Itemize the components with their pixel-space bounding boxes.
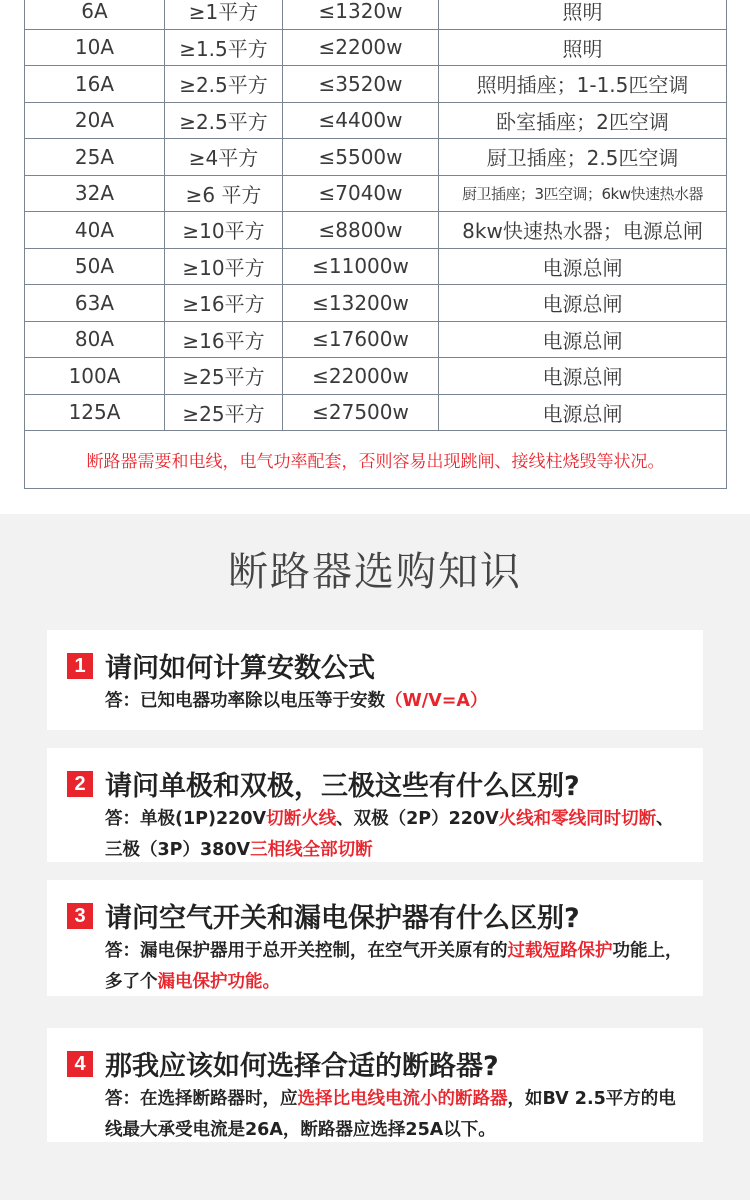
wire-size-cell: ≥2.5平方 — [165, 102, 283, 139]
current-cell: 100A — [25, 358, 165, 395]
answer-segment: 答：漏电保护器用于总开关控制，在空气开关原有的 — [105, 941, 508, 961]
qa-card-2 — [47, 748, 703, 862]
section-title: 断路器选购知识 — [228, 549, 522, 595]
answer-segment: 、三极（3P）380V — [105, 809, 674, 860]
answer-segment: 答：单极(1P)220V — [105, 809, 267, 829]
table-row — [25, 248, 727, 285]
question-number-badge: 1 — [67, 653, 93, 679]
table-row — [25, 321, 727, 358]
power-cell: ≤17600w — [283, 321, 439, 358]
current-cell: 25A — [25, 139, 165, 176]
usage-cell: 电源总闸 — [439, 358, 727, 395]
usage-cell: 电源总闸 — [439, 321, 727, 358]
current-cell: 125A — [25, 394, 165, 431]
wire-size-cell: ≥10平方 — [165, 248, 283, 285]
usage-cell: 厨卫插座；3匹空调；6kw快速热水器 — [439, 175, 727, 212]
usage-cell: 照明 — [439, 29, 727, 66]
table-row — [25, 358, 727, 395]
current-cell: 6A — [25, 0, 165, 29]
question-row — [67, 896, 580, 935]
power-cell: ≤5500w — [283, 139, 439, 176]
wire-size-cell: ≥16平方 — [165, 285, 283, 322]
question-number-badge: 2 — [67, 771, 93, 797]
table-note: 断路器需要和电线，电气功率配套，否则容易出现跳闸、接线柱烧毁等状况。 — [25, 431, 727, 489]
power-cell: ≤3520w — [283, 66, 439, 103]
table-row — [25, 285, 727, 322]
question-row — [67, 764, 580, 803]
answer-text — [105, 1084, 685, 1146]
table-row — [25, 394, 727, 431]
current-cell: 80A — [25, 321, 165, 358]
current-cell: 20A — [25, 102, 165, 139]
answer-text — [105, 804, 685, 866]
current-cell: 10A — [25, 29, 165, 66]
answer-segment: ，如BV 2.5平方的电线最大承受电流是26A，断路器应选择25A以下。 — [105, 1089, 676, 1140]
answer-text — [105, 686, 685, 717]
usage-cell: 8kw快速热水器；电源总闸 — [439, 212, 727, 249]
answer-highlight: 过载短路保护 — [507, 941, 613, 961]
qa-card-4 — [47, 1028, 703, 1142]
answer-segment: 答：在选择断路器时，应 — [105, 1089, 298, 1109]
wire-size-cell: ≥4平方 — [165, 139, 283, 176]
answer-segment: 、双极（2P）220V — [336, 809, 499, 829]
current-cell: 16A — [25, 66, 165, 103]
table-row — [25, 212, 727, 249]
power-cell: ≤22000w — [283, 358, 439, 395]
power-cell: ≤13200w — [283, 285, 439, 322]
power-cell: ≤7040w — [283, 175, 439, 212]
usage-cell: 电源总闸 — [439, 285, 727, 322]
usage-cell: 厨卫插座；2.5匹空调 — [439, 139, 727, 176]
table-row — [25, 431, 727, 489]
usage-cell: 电源总闸 — [439, 394, 727, 431]
current-cell: 32A — [25, 175, 165, 212]
table-row — [25, 139, 727, 176]
question-text: 请问如何计算安数公式 — [105, 653, 375, 684]
question-text: 那我应该如何选择合适的断路器? — [105, 1051, 499, 1082]
table-row — [25, 175, 727, 212]
current-cell: 50A — [25, 248, 165, 285]
table-row — [25, 102, 727, 139]
wire-size-cell: ≥2.5平方 — [165, 66, 283, 103]
current-cell: 63A — [25, 285, 165, 322]
answer-highlight: 火线和零线同时切断 — [498, 809, 657, 829]
spec-table-area — [0, 0, 750, 514]
qa-card-1 — [47, 630, 703, 730]
answer-highlight: 切断火线 — [266, 809, 337, 829]
spec-table-body — [25, 0, 727, 489]
question-number-badge: 4 — [67, 1051, 93, 1077]
question-text: 请问空气开关和漏电保护器有什么区别? — [105, 903, 580, 934]
power-cell: ≤4400w — [283, 102, 439, 139]
usage-cell: 卧室插座；2匹空调 — [439, 102, 727, 139]
power-cell: ≤27500w — [283, 394, 439, 431]
wire-size-cell: ≥1.5平方 — [165, 29, 283, 66]
power-cell: ≤11000w — [283, 248, 439, 285]
wire-size-cell: ≥1平方 — [165, 0, 283, 29]
answer-segment: 答：已知电器功率除以电压等于安数 — [105, 691, 385, 711]
answer-highlight: 漏电保护功能。 — [157, 972, 280, 992]
table-row — [25, 0, 727, 29]
answer-highlight: （W/V=A） — [385, 691, 488, 711]
question-number-badge: 3 — [67, 903, 93, 929]
answer-text — [105, 936, 685, 998]
wire-size-cell: ≥6 平方 — [165, 175, 283, 212]
wire-size-cell: ≥10平方 — [165, 212, 283, 249]
table-row — [25, 66, 727, 103]
table-row — [25, 29, 727, 66]
question-text: 请问单极和双极，三极这些有什么区别? — [105, 771, 580, 802]
qa-card-3 — [47, 880, 703, 996]
question-row — [67, 1044, 499, 1083]
power-cell: ≤2200w — [283, 29, 439, 66]
answer-highlight: 三相线全部切断 — [250, 840, 373, 860]
question-row — [67, 646, 375, 685]
answer-highlight: 选择比电线电流小的断路器 — [297, 1089, 508, 1109]
usage-cell: 电源总闸 — [439, 248, 727, 285]
current-cell: 40A — [25, 212, 165, 249]
usage-cell: 照明插座；1-1.5匹空调 — [439, 66, 727, 103]
power-cell: ≤1320w — [283, 0, 439, 29]
wire-size-cell: ≥25平方 — [165, 358, 283, 395]
wire-size-cell: ≥25平方 — [165, 394, 283, 431]
wire-size-cell: ≥16平方 — [165, 321, 283, 358]
power-cell: ≤8800w — [283, 212, 439, 249]
answer-segment: 功能上，多了个 — [105, 941, 683, 992]
usage-cell: 照明 — [439, 0, 727, 29]
breaker-spec-table — [24, 0, 727, 489]
